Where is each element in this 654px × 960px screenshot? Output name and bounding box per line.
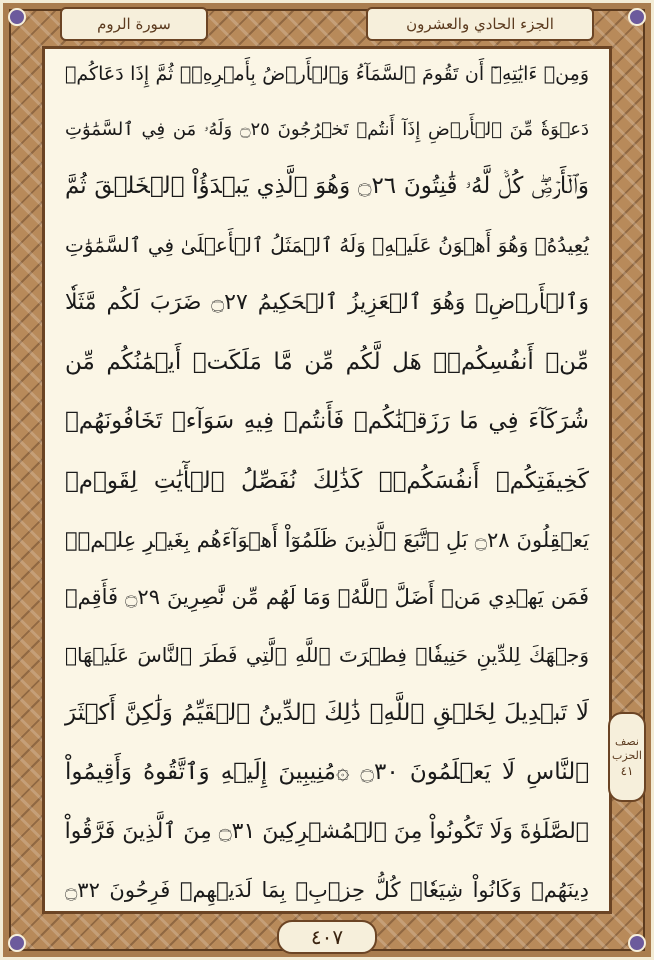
verse-line: فَمَن يَهۡدِي مَنۡ أَضَلَّ ٱللَّهُۖ وَمَا لَهُم مِّن نَّٰصِرِينَ ۝٢٩ فَأَقِمۡ [65, 585, 589, 610]
corner-flower-icon [8, 8, 26, 26]
verse-line: وَجۡهَكَ لِلدِّينِ حَنِيفٗاۚ فِطۡرَتَ ٱللَّهِ ٱلَّتِي فَطَرَ ٱلنَّاسَ عَلَيۡهَاۚ [65, 643, 589, 668]
corner-flower-icon [628, 934, 646, 952]
verse-line: دِينَهُمۡ وَكَانُواْ شِيَعٗاۖ كُلُّ حِزۡبِۭ بِمَا لَدَيۡهِمۡ فَرِحُونَ ۝٣٢ [65, 877, 589, 902]
verse-line: وَٱلۡأَرۡضِۖ كُلّٞ لَّهُۥ قَٰنِتُونَ ۝٢٦ وَهُوَ ٱلَّذِي يَبۡدَؤُاْ ٱلۡخَلۡقَ ثُمَّ [65, 173, 589, 200]
page-number: ٤٠٧ [277, 920, 377, 954]
verse-line: شُرَكَآءَ فِي مَا رَزَقۡنَٰكُمۡ فَأَنتُمۡ فِيهِ سَوَآءٞ تَخَافُونَهُمۡ [65, 408, 589, 435]
juz-title: الجزء الحادي والعشرون [366, 7, 594, 41]
text-page [42, 46, 612, 914]
verse-line: ٱلصَّلَوٰةَ وَلَا تَكُونُواْ مِنَ ٱلۡمُشۡرِكِينَ ۝٣١ مِنَ ٱلَّذِينَ فَرَّقُواْ [64, 819, 589, 845]
hizb-number: ٤١ [620, 763, 634, 778]
verse-line: يُعِيدُهُۥ وَهُوَ أَهۡوَنُ عَلَيۡهِۚ وَلَهُ ٱلۡمَثَلُ ٱلۡأَعۡلَىٰ فِي ٱلسَّمَٰوَٰتِ [65, 233, 589, 258]
hizb-marker [608, 712, 646, 802]
corner-flower-icon [8, 934, 26, 952]
hizb-label-top: نصف [615, 734, 639, 748]
verse-line: لَا تَبۡدِيلَ لِخَلۡقِ ٱللَّهِۚ ذَٰلِكَ ٱلدِّينُ ٱلۡقَيِّمُ وَلَٰكِنَّ أَكۡثَرَ [65, 699, 589, 726]
verse-line: ٱلنَّاسِ لَا يَعۡلَمُونَ ۝٣٠ ۞مُنِيبِينَ إِلَيۡهِ وَٱتَّقُوهُ وَأَقِيمُواْ [65, 759, 589, 786]
verse-line: دَعۡوَةٗ مِّنَ ٱلۡأَرۡضِ إِذَآ أَنتُمۡ تَخۡرُجُونَ ۝٢٥ وَلَهُۥ مَن فِي ٱلسَّمَٰوَٰتِ [65, 118, 589, 140]
page-header [60, 6, 594, 42]
verse-line: وَمِنۡ ءَايَٰتِهِۦٓ أَن تَقُومَ ٱلسَّمَآءُ وَٱلۡأَرۡضُ بِأَمۡرِهِۦۚ ثُمَّ إِذَا دَعَاكُمۡ [65, 63, 589, 85]
verse-line: يَعۡقِلُونَ ۝٢٨ بَلِ ٱتَّبَعَ ٱلَّذِينَ ظَلَمُوٓاْ أَهۡوَآءَهُم بِغَيۡرِ عِلۡمٖۖ [65, 527, 589, 552]
corner-flower-icon [628, 8, 646, 26]
verse-line: كَخِيفَتِكُمۡ أَنفُسَكُمۡۚ كَذَٰلِكَ نُفَصِّلُ ٱلۡأٓيَٰتِ لِقَوۡمٖ [65, 467, 589, 494]
verse-line: مِّنۡ أَنفُسِكُمۡۖ هَل لَّكُم مِّن مَّا مَلَكَتۡ أَيۡمَٰنُكُم مِّن [65, 348, 589, 375]
verse-line: وَٱلۡأَرۡضِۚ وَهُوَ ٱلۡعَزِيزُ ٱلۡحَكِيمُ ۝٢٧ ضَرَبَ لَكُم مَّثَلٗا [65, 289, 589, 315]
verse-block [65, 65, 589, 901]
hizb-label: الحزب [612, 749, 642, 763]
surah-title: سورة الروم [60, 7, 208, 41]
